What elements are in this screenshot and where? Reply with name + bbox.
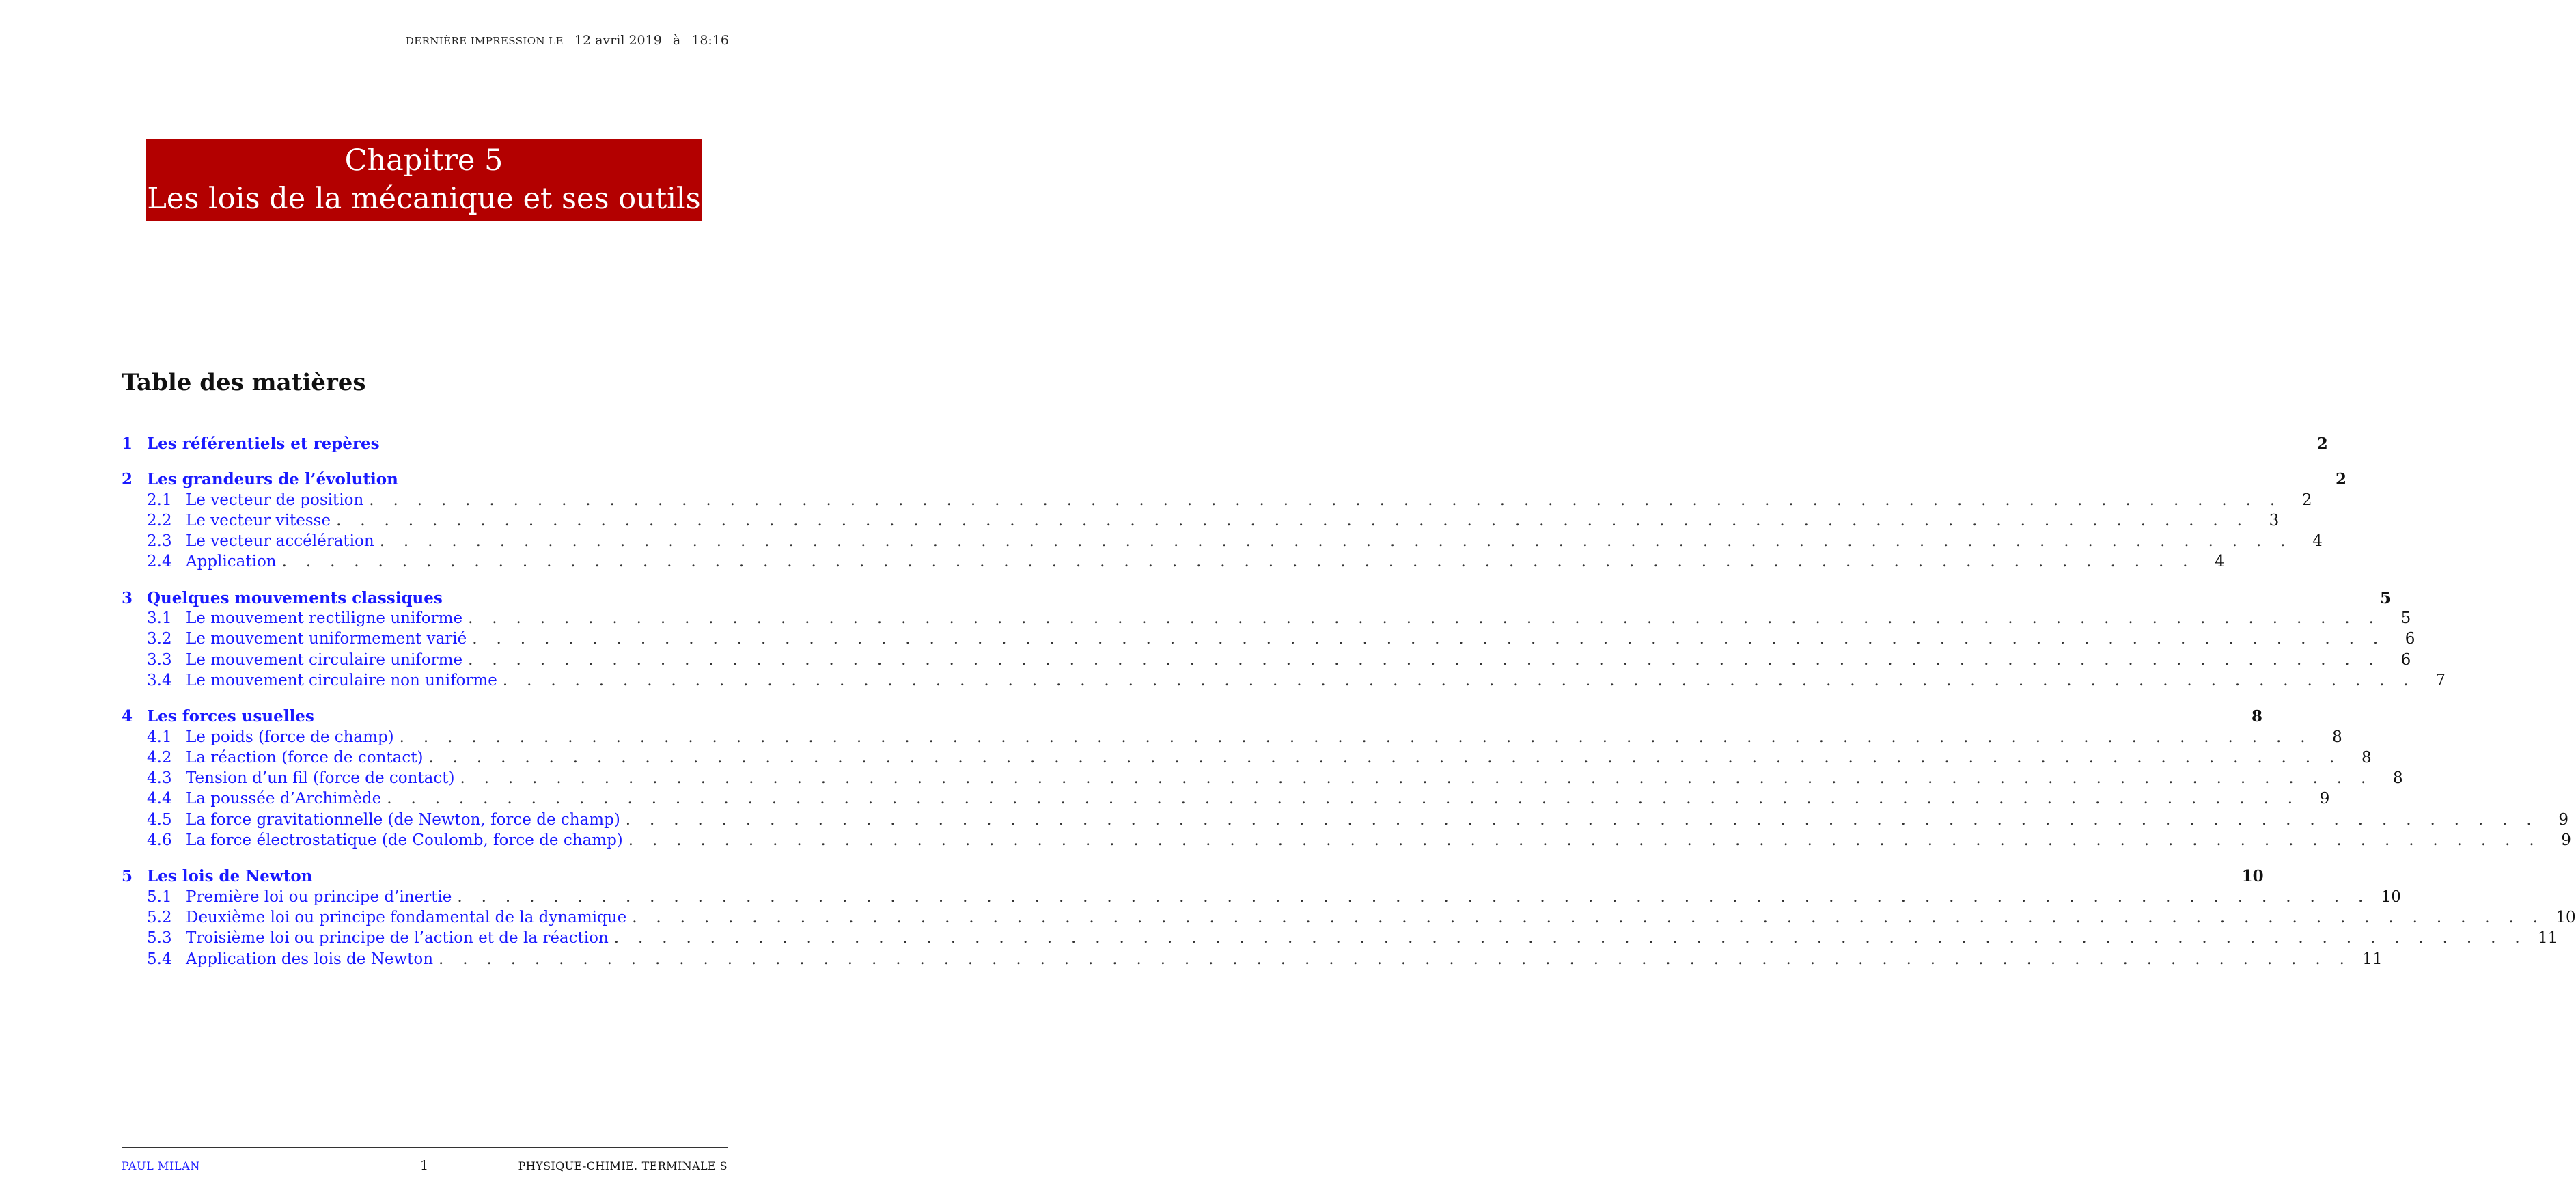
toc-subsection-entry-page-number: 10 — [2556, 908, 2576, 926]
footer-course-prefix: PHYSIQUE-CHIMIE. — [518, 1159, 638, 1172]
toc-subsection-entry-link[interactable]: Troisième loi ou principe de l’action et de la réaction — [186, 929, 609, 948]
dot-leader: . . . . . . . . . . . . . . . . . . . . . . . . . . . . . . . . . . . . . . . . . . . . . . . . . . . . . . . . . . . . . . . . . . . . . . . . . . . . . . . . — [439, 950, 2352, 968]
print-date: 12 avril 2019 — [574, 33, 662, 48]
toc-section-entry-link[interactable]: Quelques mouvements classiques — [147, 588, 443, 607]
print-date-header — [406, 33, 729, 48]
dot-leader: . . . . . . . . . . . . . . . . . . . . . . . . . . . . . . . . . . . . . . . . . . . . . . . . . . . . . . . . . . . . . . . . . . . . . . . . . . . . . . . . — [468, 609, 2381, 628]
toc-section-entry-link[interactable]: Les lois de Newton — [147, 867, 313, 886]
toc-subsection-entry-page-number: 8 — [2332, 728, 2342, 746]
toc-section-entry-number[interactable]: 1 — [122, 435, 133, 453]
toc-section-block — [122, 470, 2346, 573]
toc-section-entry-link[interactable]: Les référentiels et repères — [147, 435, 380, 453]
toc-subsection-entry[interactable] — [122, 511, 2280, 532]
dot-leader: . . . . . . . . . . . . . . . . . . . . . . . . . . . . . . . . . . . . . . . . . . . . . . . . . . . . . . . . . . . . . . . . . . . . . . . . . . . . . . . . — [281, 553, 2195, 571]
toc-subsection-entry-link[interactable]: Le mouvement rectiligne uniforme — [186, 609, 463, 628]
toc-section-entry-number[interactable]: 4 — [122, 707, 133, 726]
toc-section-entry-number[interactable]: 3 — [122, 588, 133, 607]
dot-leader: . . . . . . . . . . . . . . . . . . . . . . . . . . . . . . . . . . . . . . . . . . . . . . . . . . . . . . . . . . . . . . . . . . . . . . . . . . . . . . . . — [468, 650, 2381, 669]
toc-section-entry-number[interactable]: 5 — [122, 867, 133, 886]
toc-subsection-entry-page-number: 9 — [2319, 790, 2330, 808]
toc-section-entry-link[interactable]: Les grandeurs de l’évolution — [147, 470, 398, 489]
toc-subsection-entry-page-number: 6 — [2405, 630, 2415, 648]
toc-subsection-entry[interactable] — [122, 532, 2323, 553]
toc-section-block — [122, 435, 2328, 455]
toc-subsection-entry[interactable] — [122, 748, 2372, 769]
toc-subsection-entry-page-number: 5 — [2400, 609, 2411, 628]
dot-leader: . . . . . . . . . . . . . . . . . . . . . . . . . . . . . . . . . . . . . . . . . . . . . . . . . . . . . . . . . . . . . . . . . . . . . . . . . . . . . . . . — [457, 887, 2370, 906]
toc-section-entry[interactable] — [122, 470, 2346, 491]
toc-section-entry-number[interactable]: 2 — [122, 470, 133, 489]
toc-subsection-entry-link[interactable]: La réaction (force de contact) — [186, 748, 424, 767]
toc-subsection-entry[interactable] — [122, 769, 2403, 790]
toc-subsection-entry-page-number: 9 — [2561, 831, 2571, 850]
toc-subsection-entry-number[interactable]: 3.1 — [147, 609, 172, 628]
toc-subsection-entry-page-number: 8 — [2392, 769, 2403, 788]
dot-leader: . . . . . . . . . . . . . . . . . . . . . . . . . . . . . . . . . . . . . . . . . . . . . . . . . . . . . . . . . . . . . . . . . . . . . . . . . . . . . . . . — [628, 831, 2541, 850]
footer-page-number: 1 — [420, 1158, 429, 1173]
toc-subsection-entry-link[interactable]: Le vecteur accélération — [186, 532, 374, 551]
toc-subsection-entry[interactable] — [122, 887, 2401, 909]
page-footer — [122, 1158, 728, 1179]
toc-section-block — [122, 867, 2576, 970]
toc-subsection-entry-number[interactable]: 5.1 — [147, 887, 172, 906]
toc-subsection-entry[interactable] — [122, 908, 2576, 929]
toc-subsection-entry-number[interactable]: 4.3 — [147, 769, 172, 788]
toc-subsection-entry-page-number: 11 — [2362, 950, 2383, 968]
footer-course — [518, 1158, 728, 1173]
toc-subsection-entry-link[interactable]: Deuxième loi ou principe fondamental de la dynamique — [186, 908, 627, 926]
toc-subsection-entry[interactable] — [122, 929, 2558, 950]
toc-subsection-entry-number[interactable]: 4.5 — [147, 810, 172, 829]
dot-leader: . . . . . . . . . . . . . . . . . . . . . . . . . . . . . . . . . . . . . . . . . . . . . . . . . . . . . . . . . . . . . . . . . . . . . . . . . . . . . . . . — [502, 671, 2416, 689]
toc-subsection-entry-number[interactable]: 3.3 — [147, 650, 172, 669]
toc-subsection-entry-number[interactable]: 2.2 — [147, 511, 172, 529]
toc-subsection-entry[interactable] — [122, 831, 2571, 852]
toc-subsection-entry[interactable] — [122, 650, 2411, 672]
toc-subsection-entry-number[interactable]: 5.4 — [147, 950, 172, 968]
dot-leader: . . . . . . . . . . . . . . . . . . . . . . . . . . . . . . . . . . . . . . . . . . . . . . . . . . . . . . . . . . . . . . . . . . . . . . . . . . . . . . . . — [460, 769, 2373, 788]
toc-subsection-entry[interactable] — [122, 950, 2383, 971]
toc-subsection-entry[interactable] — [122, 491, 2312, 512]
table-of-contents — [122, 435, 2576, 986]
toc-subsection-entry-link[interactable]: Le mouvement circulaire non uniforme — [186, 671, 497, 689]
toc-subsection-entry-link[interactable]: La poussée d’Archimède — [186, 790, 382, 808]
toc-section-block — [122, 707, 2571, 852]
toc-subsection-entry-link[interactable]: Le vecteur vitesse — [186, 511, 331, 529]
dot-leader: . . . . . . . . . . . . . . . . . . . . . . . . . . . . . . . . . . . . . . . . . . . . . . . . . . . . . . . . . . . . . . . . . . . . . . . . . . . . . . . . — [613, 929, 2527, 948]
toc-subsection-entry-page-number: 6 — [2400, 650, 2411, 669]
toc-subsection-entry-number[interactable]: 4.1 — [147, 728, 172, 746]
print-time: 18:16 — [691, 33, 729, 48]
dot-leader: . . . . . . . . . . . . . . . . . . . . . . . . . . . . . . . . . . . . . . . . . . . . . . . . . . . . . . . . . . . . . . . . . . . . . . . . . . . . . . . . — [399, 728, 2312, 746]
toc-section-entry-page-number: 2 — [2316, 435, 2328, 453]
toc-subsection-entry-number[interactable]: 2.3 — [147, 532, 172, 551]
toc-section-entry[interactable] — [122, 867, 2264, 887]
toc-section-entry[interactable] — [122, 588, 2392, 609]
chapter-title: Les lois de la mécanique et ses outils — [147, 182, 701, 216]
toc-subsection-entry-link[interactable]: Le vecteur de position — [186, 491, 364, 509]
toc-subsection-entry[interactable] — [122, 553, 2225, 573]
dot-leader: . . . . . . . . . . . . . . . . . . . . . . . . . . . . . . . . . . . . . . . . . . . . . . . . . . . . . . . . . . . . . . . . . . . . . . . . . . . . . . . . — [625, 810, 2538, 829]
toc-heading: Table des matières — [122, 369, 366, 396]
footer-author: PAUL MILAN — [122, 1159, 200, 1172]
toc-section-entry-page-number: 5 — [2380, 588, 2392, 607]
toc-section-entry-page-number: 10 — [2241, 867, 2264, 886]
chapter-title-box — [146, 139, 702, 221]
toc-section-entry[interactable] — [122, 435, 2328, 455]
toc-subsection-entry-number[interactable]: 5.3 — [147, 929, 172, 948]
dot-leader: . . . . . . . . . . . . . . . . . . . . . . . . . . . . . . . . . . . . . . . . . . . . . . . . . . . . . . . . . . . . . . . . . . . . . . . . . . . . . . . . — [632, 908, 2545, 926]
toc-subsection-entry-page-number: 10 — [2381, 887, 2401, 906]
toc-subsection-entry-link[interactable]: Première loi ou principe d’inertie — [186, 887, 452, 906]
toc-subsection-entry-link[interactable]: Le mouvement circulaire uniforme — [186, 650, 463, 669]
toc-subsection-entry-page-number: 9 — [2558, 810, 2568, 829]
toc-subsection-entry[interactable] — [122, 671, 2446, 692]
toc-subsection-entry-page-number: 3 — [2269, 511, 2280, 529]
toc-subsection-entry-number[interactable]: 5.2 — [147, 908, 172, 926]
toc-subsection-entry-link[interactable]: La force électrostatique (de Coulomb, force de champ) — [186, 831, 623, 850]
chapter-number: Chapitre 5 — [344, 143, 503, 178]
toc-subsection-entry-page-number: 4 — [2312, 532, 2323, 551]
toc-subsection-entry-number[interactable]: 2.4 — [147, 553, 172, 571]
print-date-separator: à — [672, 33, 681, 48]
toc-subsection-entry-link[interactable]: Le poids (force de champ) — [186, 728, 394, 746]
toc-subsection-entry-link[interactable]: La force gravitationnelle (de Newton, force de champ) — [186, 810, 620, 829]
toc-section-entry-page-number: 8 — [2251, 707, 2262, 726]
toc-subsection-entry-page-number: 7 — [2435, 671, 2446, 689]
dot-leader: . . . . . . . . . . . . . . . . . . . . . . . . . . . . . . . . . . . . . . . . . . . . . . . . . . . . . . . . . . . . . . . . . . . . . . . . . . . . . . . . — [472, 630, 2385, 648]
footer-divider — [122, 1147, 728, 1148]
toc-subsection-entry-number[interactable]: 3.4 — [147, 671, 172, 689]
toc-subsection-entry[interactable] — [122, 790, 2330, 810]
toc-subsection-entry-page-number: 11 — [2537, 929, 2558, 948]
footer-course-suffix: TERMINALE S — [641, 1159, 728, 1172]
toc-subsection-entry[interactable] — [122, 810, 2568, 831]
dot-leader: . . . . . . . . . . . . . . . . . . . . . . . . . . . . . . . . . . . . . . . . . . . . . . . . . . . . . . . . . . . . . . . . . . . . . . . . . . . . . . . . — [379, 532, 2293, 551]
toc-subsection-entry-page-number: 2 — [2301, 491, 2312, 509]
toc-subsection-entry-link[interactable]: Application — [186, 553, 277, 571]
dot-leader: . . . . . . . . . . . . . . . . . . . . . . . . . . . . . . . . . . . . . . . . . . . . . . . . . . . . . . . . . . . . . . . . . . . . . . . . . . . . . . . . — [369, 491, 2282, 509]
dot-leader: . . . . . . . . . . . . . . . . . . . . . . . . . . . . . . . . . . . . . . . . . . . . . . . . . . . . . . . . . . . . . . . . . . . . . . . . . . . . . . . . — [428, 748, 2342, 767]
toc-subsection-entry[interactable] — [122, 630, 2415, 650]
toc-subsection-entry[interactable] — [122, 609, 2411, 630]
toc-subsection-entry-number[interactable]: 4.2 — [147, 748, 172, 767]
toc-subsection-entry-number[interactable]: 4.6 — [147, 831, 172, 850]
dot-leader: . . . . . . . . . . . . . . . . . . . . . . . . . . . . . . . . . . . . . . . . . . . . . . . . . . . . . . . . . . . . . . . . . . . . . . . . . . . . . . . . — [387, 790, 2300, 808]
toc-subsection-entry[interactable] — [122, 728, 2342, 749]
dot-leader: . . . . . . . . . . . . . . . . . . . . . . . . . . . . . . . . . . . . . . . . . . . . . . . . . . . . . . . . . . . . . . . . . . . . . . . . . . . . . . . . — [336, 511, 2249, 529]
toc-subsection-entry-page-number: 8 — [2361, 748, 2372, 767]
print-date-label: DERNIÈRE IMPRESSION LE — [405, 35, 564, 47]
toc-subsection-entry-number[interactable]: 4.4 — [147, 790, 172, 808]
toc-subsection-entry-number[interactable]: 2.1 — [147, 491, 172, 509]
toc-section-entry[interactable] — [122, 707, 2262, 728]
toc-subsection-entry-link[interactable]: Application des lois de Newton — [186, 950, 434, 968]
toc-section-entry-link[interactable]: Les forces usuelles — [147, 707, 314, 726]
toc-section-entry-page-number: 2 — [2335, 470, 2346, 489]
toc-section-block — [122, 588, 2446, 692]
toc-subsection-entry-link[interactable]: Le mouvement uniformement varié — [186, 630, 467, 648]
toc-subsection-entry-page-number: 4 — [2215, 553, 2225, 571]
toc-subsection-entry-number[interactable]: 3.2 — [147, 630, 172, 648]
toc-subsection-entry-link[interactable]: Tension d’un fil (force de contact) — [186, 769, 455, 788]
